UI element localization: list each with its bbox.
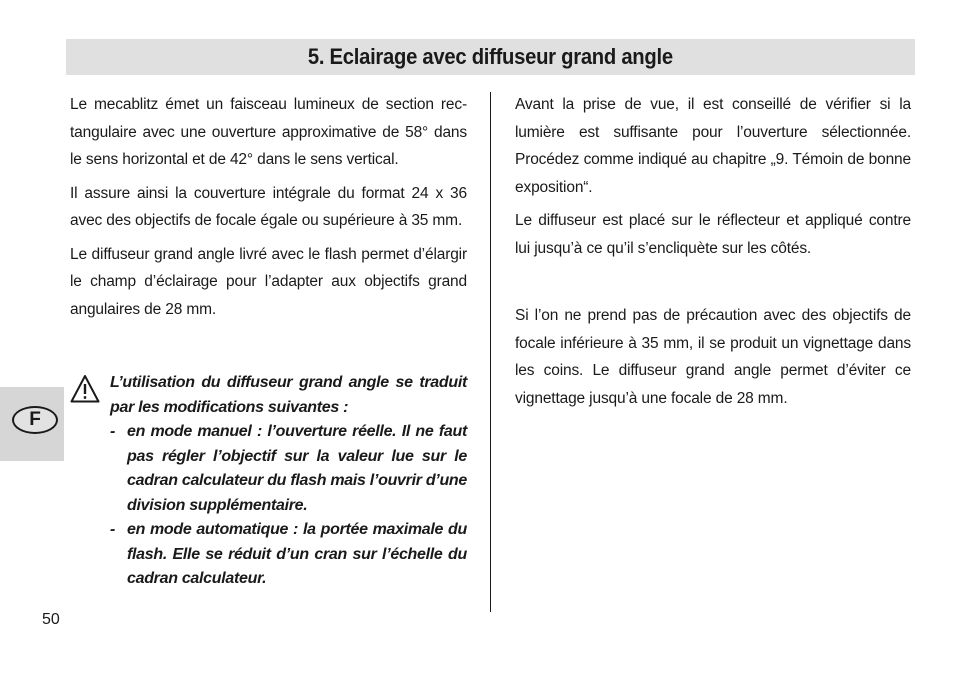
left-column [70, 91, 467, 329]
warning-triangle-icon [70, 374, 100, 404]
language-badge: F [12, 406, 58, 434]
list-bullet: - [110, 521, 116, 538]
list-item [110, 420, 467, 518]
right-column [515, 91, 911, 418]
paragraph: Avant la prise de vue, il est conseillé de vérifier si la lumière est suffisante pour l’ouverture sélectionnée. Procédez comme indiqué au chapitre „9. Témoin de bonne exposition“. [515, 96, 911, 196]
list-item [110, 518, 467, 592]
paragraph: Le diffuseur grand angle livré avec le flash permet d’élargir le champ d’éclairage pour l’adapter aux objectifs grand angulaires de 28 mm. [70, 245, 467, 318]
warning-note [110, 371, 467, 592]
paragraph: Le diffuseur est placé sur le réflecteur et appliqué contre lui jusqu’à ce qu’il s’encliquète sur les côtés. [515, 212, 911, 257]
paragraph: Si l’on ne prend pas de précaution avec des objectifs de focale inférieure à 35 mm, il se produit un vignettage dans les coins. Le diffuseur grand angle permet d’éviter ce vignettage jusqu’à une focale de 28 mm. [515, 307, 911, 407]
paragraph: Le mecablitz émet un faisceau lumineux de section rec-tangulaire avec une ouverture approximative de 58° dans le sens horizontal et de 42° dans le sens vertical. [70, 96, 467, 168]
language-tab [0, 387, 64, 461]
paragraph: Il assure ainsi la couverture intégrale du format 24 x 36 avec des objectifs de focale égale ou supérieure à 35 mm. [70, 184, 467, 229]
column-divider [490, 92, 491, 612]
section-title-bar [66, 39, 915, 75]
list-item-text: en mode automatique : la portée maximale du flash. Elle se réduit d’un cran sur l’échelle du cadran calculateur. [127, 521, 467, 587]
warning-lead: L’utilisation du diffuseur grand angle se traduit par les modifications suivantes : [110, 374, 467, 416]
section-title: 5. Eclairage avec diffuseur grand angle [308, 44, 673, 69]
list-item-text: en mode manuel : l’ouverture réelle. Il ne faut pas régler l’objectif sur la valeur lue sur le cadran calculateur du flash mais l’ouvrir d’une division supplémentaire. [127, 423, 467, 514]
page-number: 50 [42, 611, 60, 628]
list-bullet: - [110, 423, 116, 440]
paragraph-spacer [515, 268, 911, 302]
warning-list [110, 420, 467, 592]
